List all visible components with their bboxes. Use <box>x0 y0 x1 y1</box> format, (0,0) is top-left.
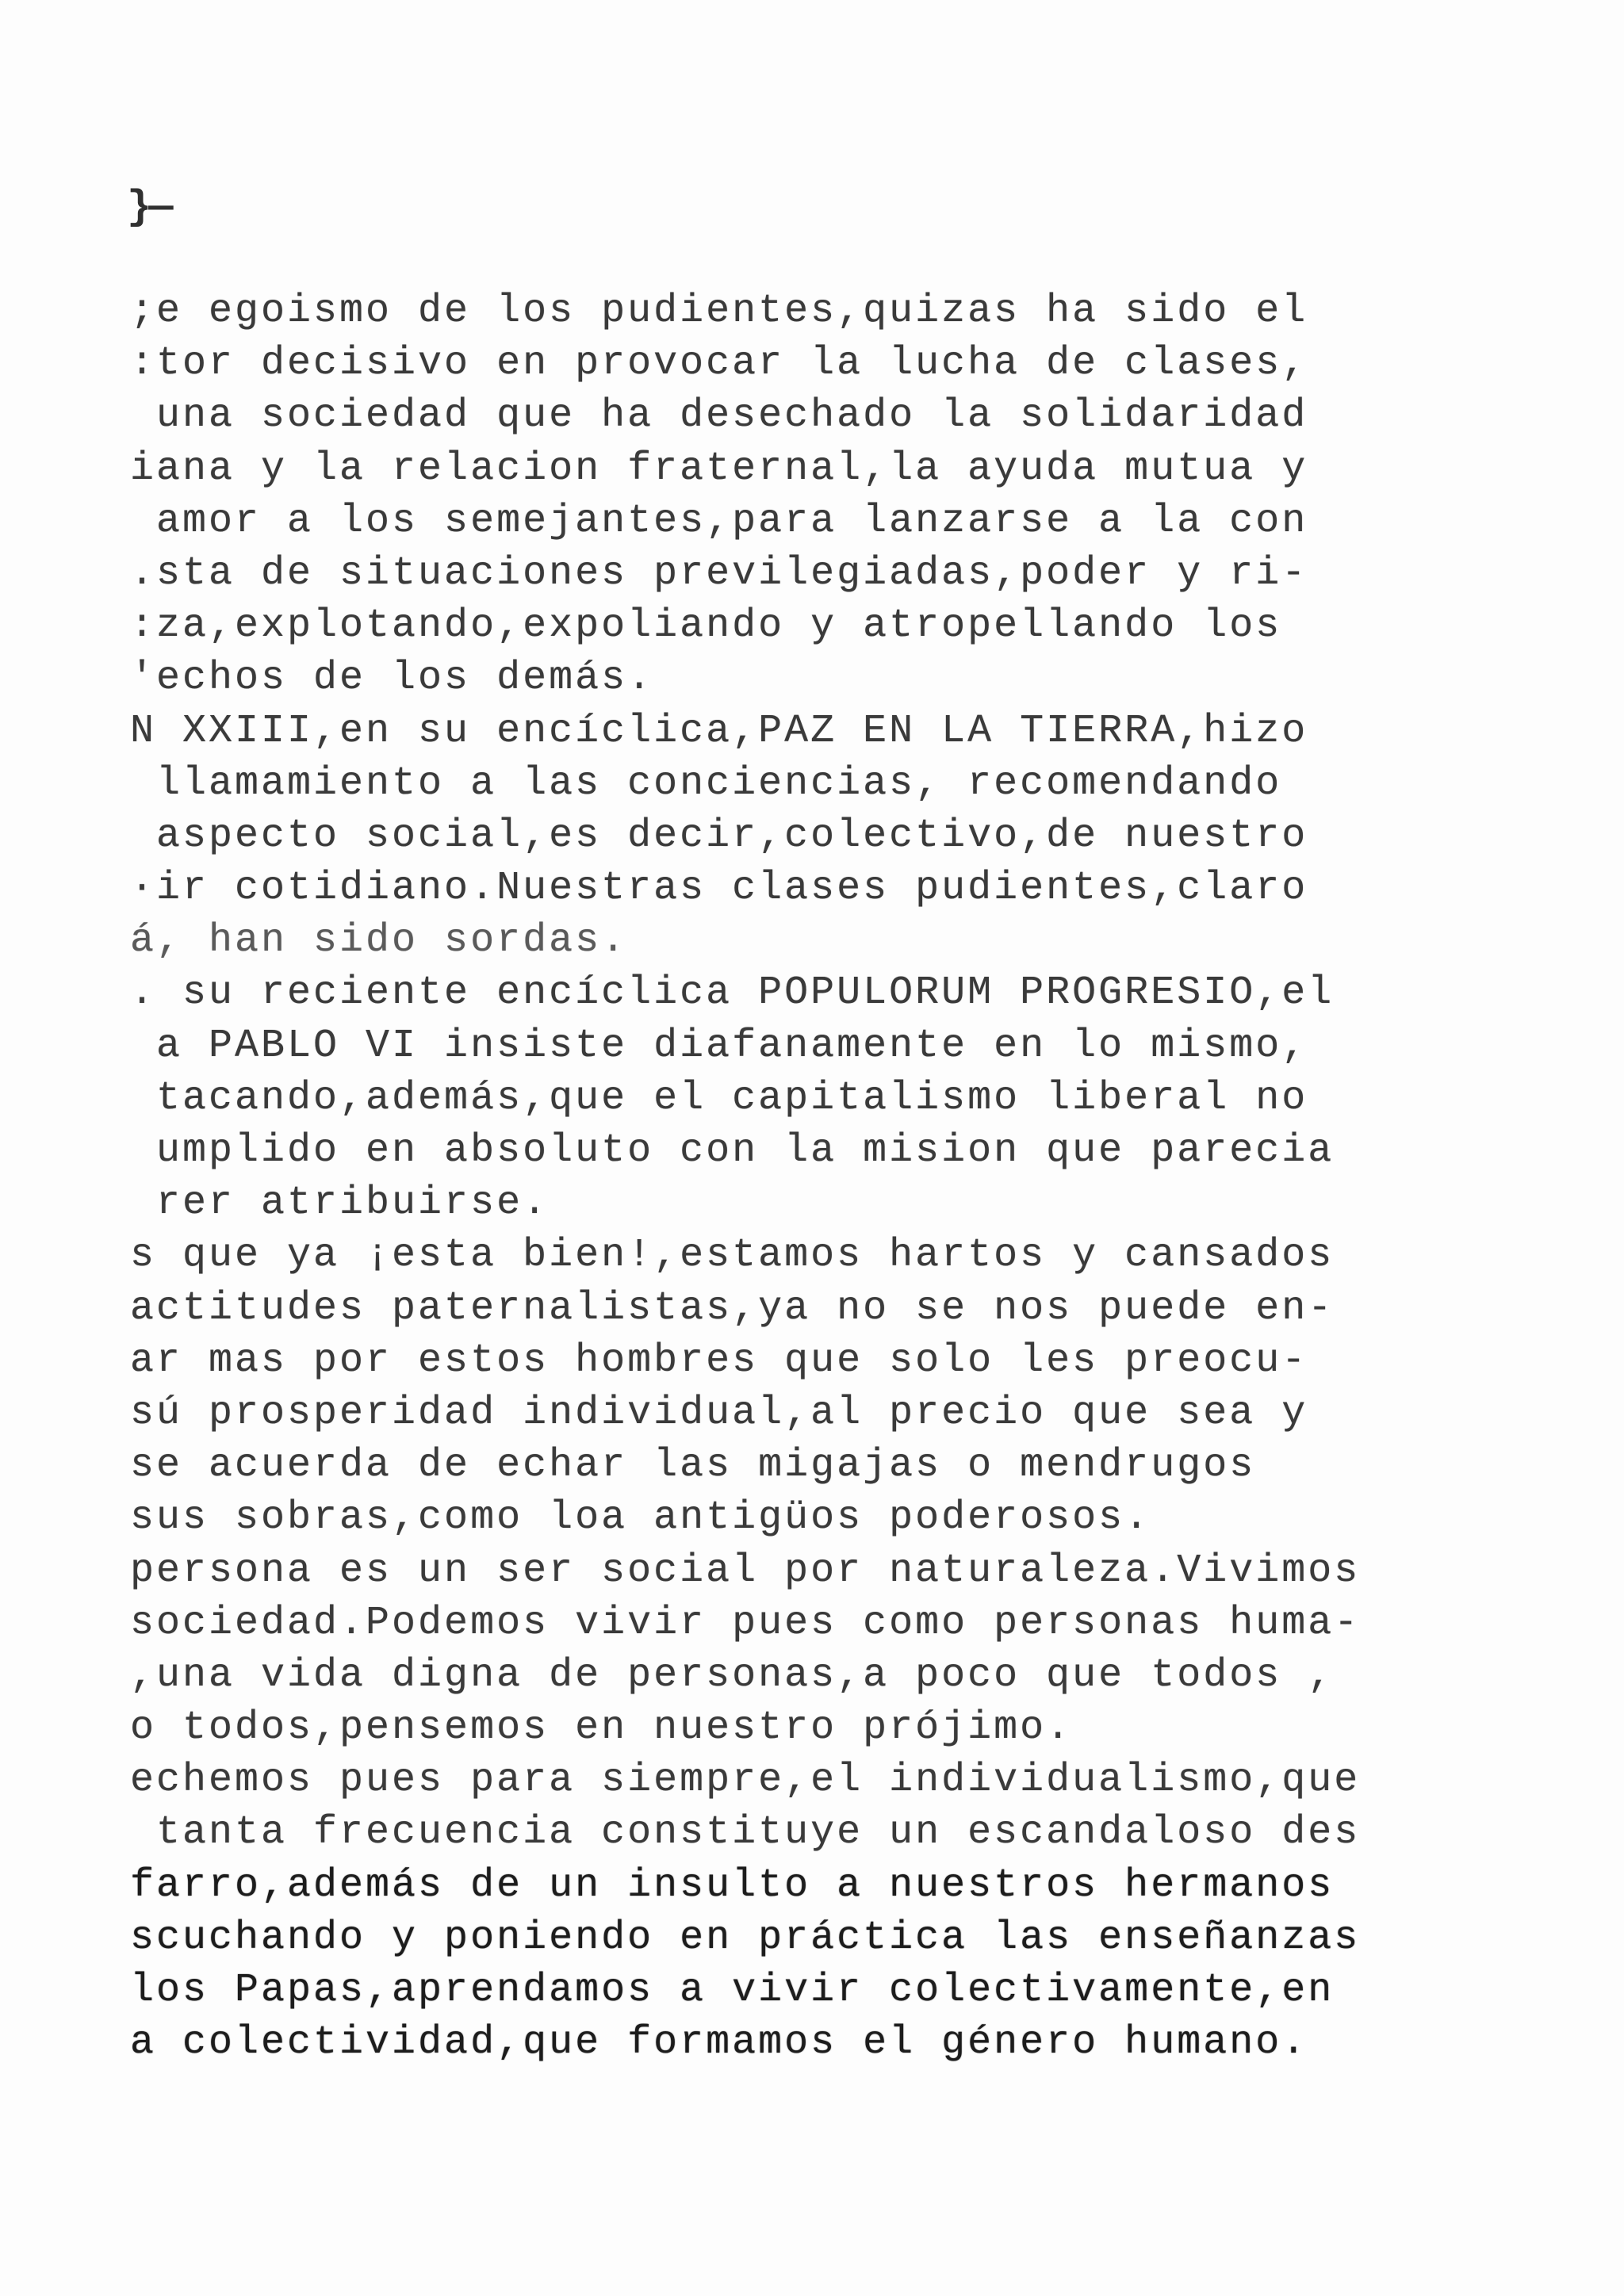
text-line: sus sobras,como loa antigüos poderosos. <box>130 1495 1151 1541</box>
text-line: persona es un ser social por naturaleza.Vivimos <box>130 1548 1361 1594</box>
text-line: ;e egoismo de los pudientes,quizas ha sido el <box>130 289 1308 334</box>
text-line: ar mas por estos hombres que solo les preocu- <box>130 1337 1308 1383</box>
text-line: á, han sido sordas. <box>130 918 628 964</box>
text-line: rer atribuirse. <box>130 1181 550 1226</box>
text-line: .sta de situaciones previlegiadas,poder y ri- <box>130 550 1308 596</box>
text-line: los Papas,aprendamos a vivir colectivamente,en <box>130 1968 1335 2013</box>
text-line: . su reciente encíclica POPULORUM PROGRESIO,el <box>130 970 1335 1016</box>
text-line: scuchando y poniendo en práctica las enseñanzas <box>130 1915 1361 1961</box>
text-line: a colectividad,que formamos el género humano. <box>130 2020 1308 2066</box>
text-line: :tor decisivo en provocar la lucha de clases, <box>130 341 1308 387</box>
text-line: s que ya ¡esta bien!,estamos hartos y cansados <box>130 1233 1335 1279</box>
text-line: se acuerda de echar las migajas o mendrugos <box>130 1443 1256 1489</box>
text-line: llamamiento a las conciencias, recomendando <box>130 760 1282 806</box>
text-line: ,una vida digna de personas,a poco que todos , <box>130 1652 1335 1698</box>
text-line: 'echos de los demás. <box>130 656 654 702</box>
text-line: farro,además de un insulto a nuestros hermanos <box>130 1862 1335 1908</box>
text-line: ·ir cotidiano.Nuestras clases pudientes,claro <box>130 866 1308 912</box>
text-line: una sociedad que ha desechado la solidaridad <box>130 393 1308 439</box>
text-line: echemos pues para siempre,el individualismo,que <box>130 1758 1361 1804</box>
text-line: iana y la relacion fraternal,la ayuda mutua y <box>130 446 1308 492</box>
text-line: sú prosperidad individual,al precio que sea y <box>130 1390 1308 1436</box>
text-line: N XXIII,en su encíclica,PAZ EN LA TIERRA,hizo <box>130 708 1308 754</box>
text-line: sociedad.Podemos vivir pues como personas huma- <box>130 1600 1361 1646</box>
text-line: aspecto social,es decir,colectivo,de nuestro <box>130 813 1308 859</box>
text-line: umplido en absoluto con la mision que parecia <box>130 1128 1335 1173</box>
text-line: :za,explotando,expoliando y atropellando los <box>130 603 1282 649</box>
text-line: actitudes paternalistas,ya no se nos puede en- <box>130 1285 1335 1331</box>
text-line: amor a los semejantes,para lanzarse a la con <box>130 498 1308 544</box>
page-number-mark: }— <box>127 184 170 231</box>
typed-text-body <box>130 285 1605 2069</box>
text-line: a PABLO VI insiste diafanamente en lo mismo, <box>130 1023 1308 1069</box>
text-line: o todos,pensemos en nuestro prójimo. <box>130 1705 1073 1751</box>
text-line: tanta frecuencia constituye un escandaloso des <box>130 1810 1361 1856</box>
text-line: tacando,además,que el capitalismo liberal no <box>130 1075 1308 1121</box>
